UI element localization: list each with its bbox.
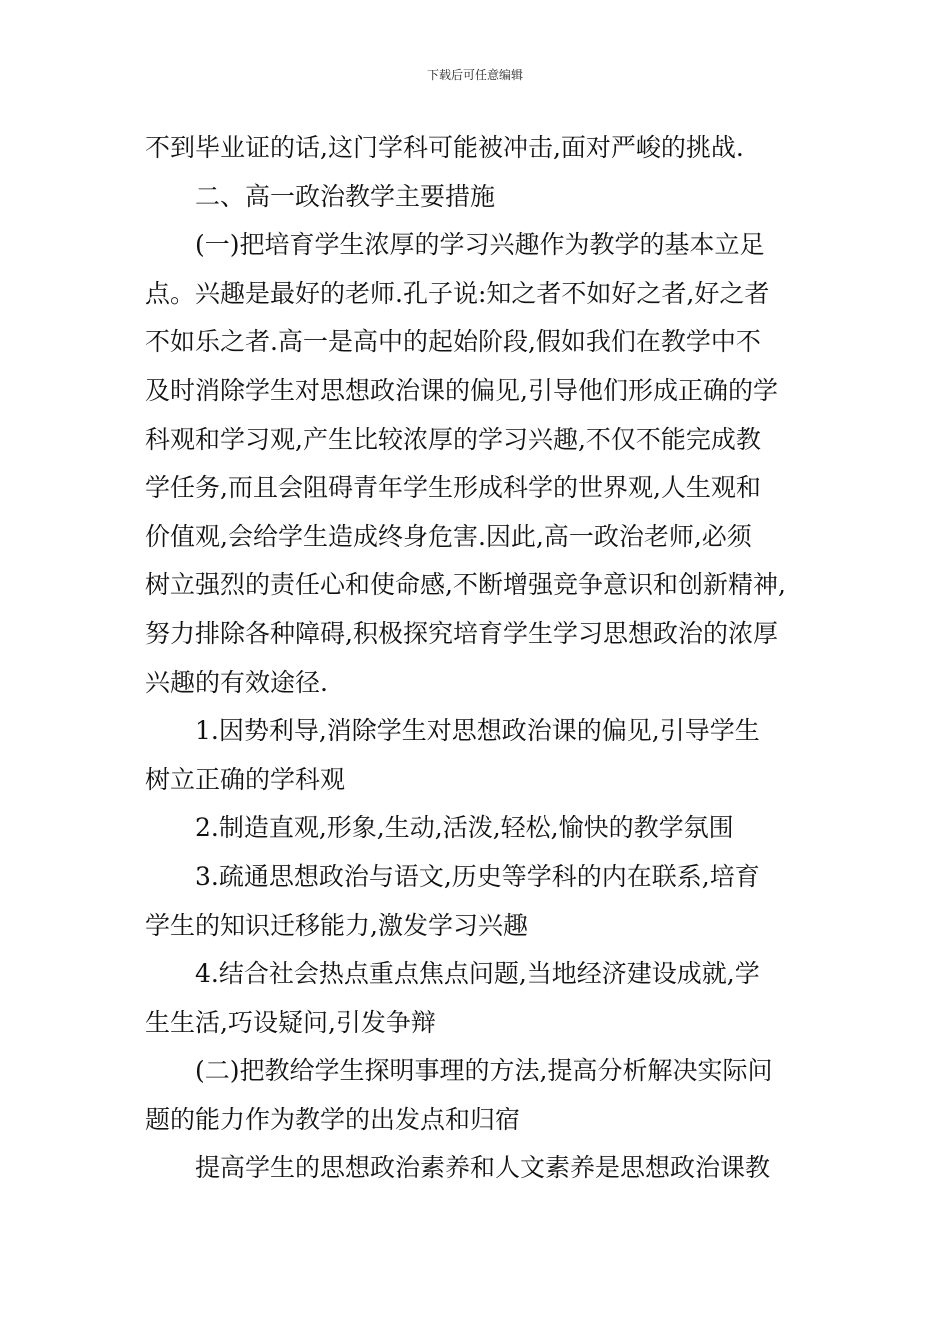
text-line: 不到毕业证的话,这门学科可能被冲击,面对严峻的挑战. — [145, 133, 744, 162]
text-line: 努力排除各种障碍,积极探究培育学生学习思想政治的浓厚 — [145, 618, 778, 648]
text-line: (二)把教给学生探明事理的方法,提高分析解决实际问 — [145, 1056, 773, 1086]
text-line: 及时消除学生对思想政治课的偏见,引导他们形成正确的学 — [145, 375, 778, 405]
page-header: 下载后可任意编辑 — [426, 68, 523, 82]
text-line: 科观和学习观,产生比较浓厚的学习兴趣,不仅不能完成教 — [145, 424, 761, 454]
text-line: 4.结合社会热点重点焦点问题,当地经济建设成就,学 — [145, 959, 760, 989]
section-heading: 二、高一政治教学主要措施 — [145, 181, 496, 211]
text-line: 价值观,会给学生造成终身危害.因此,高一政治老师,必须 — [145, 521, 752, 551]
text-line: 不如乐之者.高一是高中的起始阶段,假如我们在教学中不 — [145, 327, 761, 357]
text-line: 学生的知识迁移能力,激发学习兴趣 — [145, 910, 528, 940]
text-line: 学任务,而且会阻碍青年学生形成科学的世界观,人生观和 — [145, 473, 761, 503]
text-line: 树立强烈的责任心和使命感,不断增强竞争意识和创新精神, — [145, 570, 786, 600]
text-line: 3.疏通思想政治与语文,历史等学科的内在联系,培育 — [145, 861, 760, 891]
text-line: 题的能力作为教学的出发点和归宿 — [145, 1104, 521, 1134]
text-line: 2.制造直观,形象,生动,活泼,轻松,愉快的教学氛围 — [145, 813, 734, 843]
text-line: 1.因势利导,消除学生对思想政治课的偏见,引导学生 — [145, 716, 760, 746]
text-line: 生生活,巧设疑问,引发争辩 — [145, 1007, 436, 1037]
text-line: 树立正确的学科观 — [145, 764, 346, 794]
text-line: 提高学生的思想政治素养和人文素养是思想政治课教 — [145, 1153, 771, 1183]
document-body — [145, 124, 809, 1193]
text-line: 兴趣的有效途径. — [145, 667, 328, 697]
text-line: (一)把培育学生浓厚的学习兴趣作为教学的基本立足 — [145, 230, 765, 260]
text-line: 点。兴趣是最好的老师.孔子说:知之者不如好之者,好之者 — [145, 278, 770, 308]
